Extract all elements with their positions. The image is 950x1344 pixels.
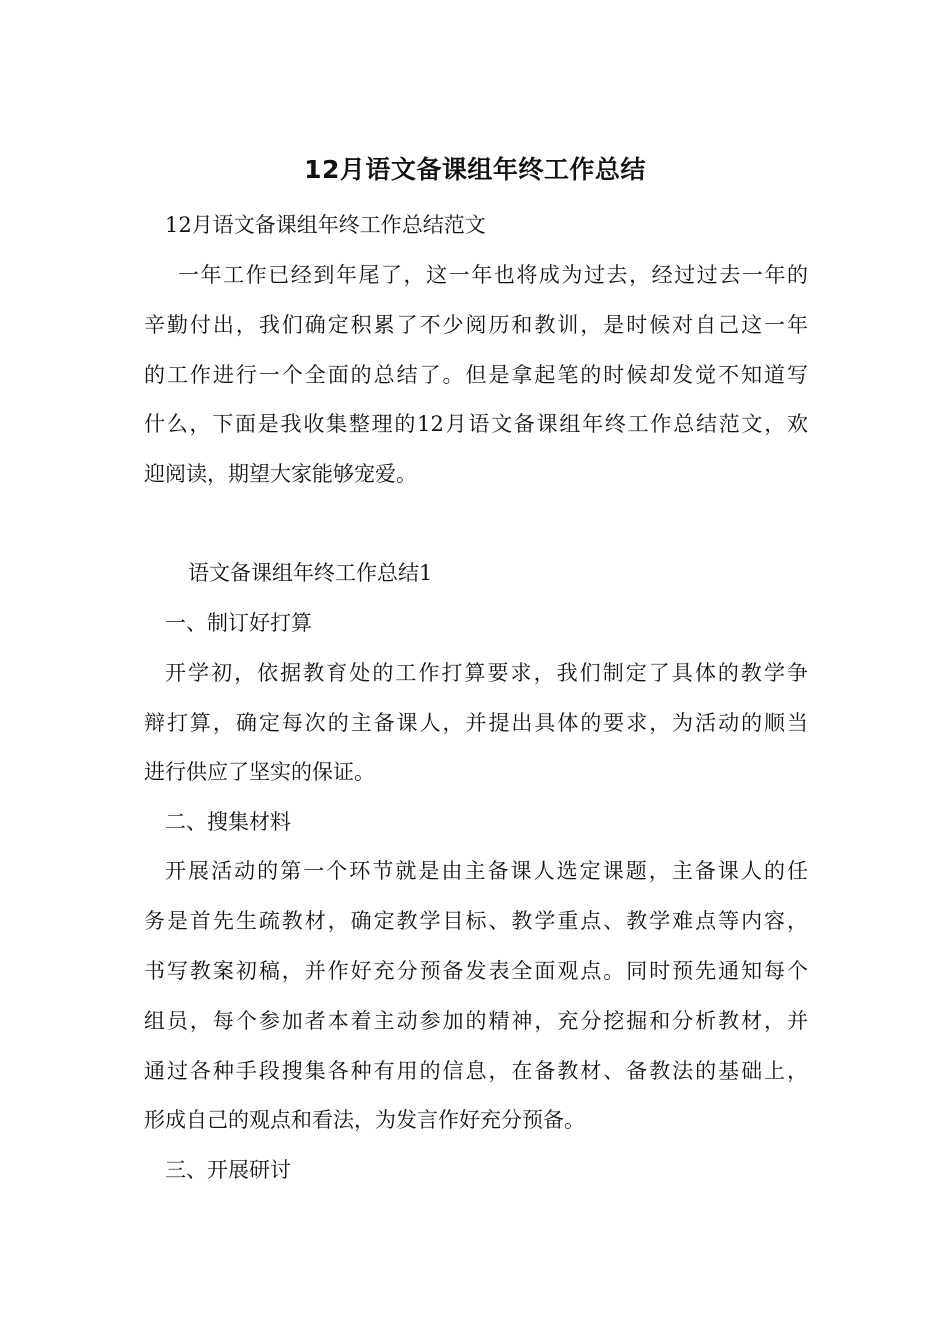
intro-line-1: 一年工作已经到年尾了，这一年也将成为过去，经过过去一年的 xyxy=(178,263,808,287)
materials-line-1: 开展活动的第一个环节就是由主备课人选定课题，主备课人的任 xyxy=(165,859,808,883)
plan-line-3: 进行供应了坚实的保证。 xyxy=(144,760,375,784)
heading-plan: 一、制订好打算 xyxy=(165,611,312,635)
heading-materials: 二、搜集材料 xyxy=(165,810,291,834)
intro-line-3: 的工作进行一个全面的总结了。但是拿起笔的时候却发觉不知道写 xyxy=(144,363,808,387)
intro-line-5: 迎阅读，期望大家能够宠爱。 xyxy=(144,462,417,486)
plan-line-1: 开学初，依据教育处的工作打算要求，我们制定了具体的教学争 xyxy=(165,661,808,685)
document-title: 12月语文备课组年终工作总结 xyxy=(304,155,646,184)
intro-line-2: 辛勤付出，我们确定积累了不少阅历和教训，是时候对自己这一年 xyxy=(144,313,808,337)
materials-line-4: 组员，每个参加者本着主动参加的精神，充分挖掘和分析教材，并 xyxy=(144,1009,808,1033)
intro-line-4: 什么，下面是我收集整理的12月语文备课组年终工作总结范文，欢 xyxy=(144,412,808,436)
document-subtitle: 12月语文备课组年终工作总结范文 xyxy=(165,213,486,237)
materials-line-5: 通过各种手段搜集各种有用的信息，在备教材、备教法的基础上， xyxy=(144,1059,808,1083)
materials-line-3: 书写教案初稿，并作好充分预备发表全面观点。同时预先通知每个 xyxy=(144,959,808,983)
materials-line-2: 务是首先生疏教材，确定教学目标、教学重点、教学难点等内容， xyxy=(144,909,808,933)
section-title: 语文备课组年终工作总结1 xyxy=(188,561,433,585)
plan-line-2: 辩打算，确定每次的主备课人，并提出具体的要求，为活动的顺当 xyxy=(144,711,808,735)
heading-discussion: 三、开展研讨 xyxy=(165,1158,291,1182)
materials-line-6: 形成自己的观点和看法，为发言作好充分预备。 xyxy=(144,1108,585,1132)
